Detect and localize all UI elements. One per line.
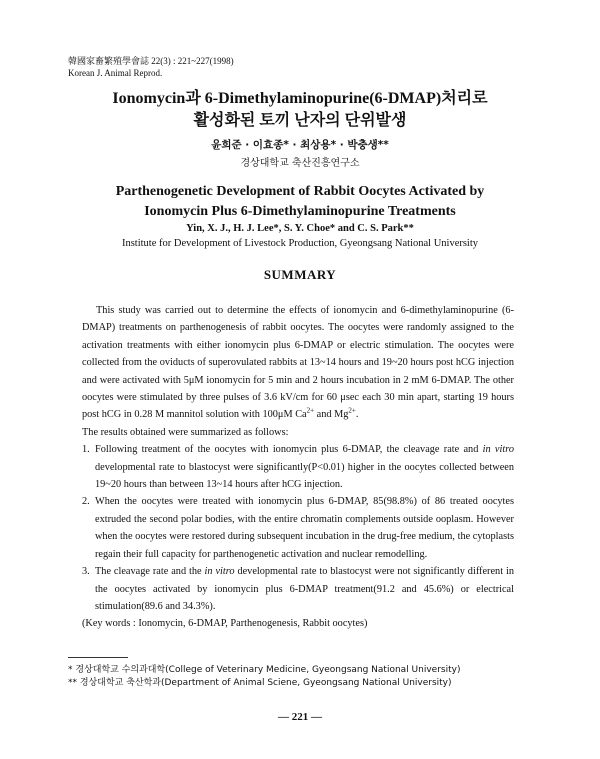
page-number: — 221 — bbox=[278, 711, 322, 723]
korean-institution: 경상대학교 축산진흥연구소 bbox=[240, 158, 360, 169]
result-number-3: 3. bbox=[82, 566, 90, 578]
results-list bbox=[82, 441, 514, 615]
result-1-italic: in vitro bbox=[482, 444, 514, 456]
result-1-text-a: Following treatment of the oocytes with ionomycin plus 6-DMAP, the cleavage rate and bbox=[95, 444, 483, 456]
result-item-3 bbox=[82, 563, 514, 615]
result-number-2: 2. bbox=[82, 496, 90, 508]
english-title-line-1: Parthenogenetic Development of Rabbit Oocytes Activated by bbox=[115, 184, 485, 199]
journal-english-name: Korean J. Animal Reprod. bbox=[68, 68, 163, 78]
english-authors: Yin, X. J., H. J. Lee*, S. Y. Choe* and C. S. Park** bbox=[186, 223, 414, 234]
result-item-2 bbox=[82, 493, 514, 563]
korean-title-line-1: Ionomycin과 6-Dimethylaminopurine(6-DMAP)처리로 bbox=[112, 90, 488, 107]
english-title-line-2: Ionomycin Plus 6-Dimethylaminopurine Treatments bbox=[144, 204, 456, 219]
korean-title bbox=[60, 88, 540, 132]
magnesium-charge: 2+ bbox=[348, 407, 356, 416]
result-3-text-a: The cleavage rate and the bbox=[95, 566, 205, 578]
footnotes bbox=[68, 664, 460, 690]
result-number-1: 1. bbox=[82, 444, 90, 456]
footnote-divider bbox=[68, 657, 128, 658]
journal-korean-citation: 韓國家畜繁殖學會誌 22(3) : 221~227(1998) bbox=[68, 56, 234, 66]
keywords: (Key words : Ionomycin, 6-DMAP, Parthenogenesis, Rabbit oocytes) bbox=[82, 618, 368, 630]
english-title bbox=[40, 182, 560, 222]
summary-body bbox=[82, 302, 514, 633]
summary-heading: SUMMARY bbox=[263, 267, 337, 282]
korean-authors: 윤희준 · 이효종* · 최상용* · 박충생** bbox=[211, 139, 389, 151]
result-item-1 bbox=[82, 441, 514, 493]
result-1-text-b: developmental rate to blastocyst were significantly(P<0.01) higher in the oocytes collected between 19~20 hours than between 13~14 hours after hCG injection. bbox=[95, 461, 514, 491]
summary-paragraph bbox=[82, 302, 514, 424]
paragraph-period: . bbox=[355, 409, 359, 421]
summary-paragraph-text: This study was carried out to determine the effects of ionomycin and 6-dimethylaminopurine (6-DMAP) treatments on parthenogenesis of rabbit oocytes. The oocytes were randomly assigned to the activation treatments with either ionomycin plus 6-DMAP or electric stimulation. The oocytes were collected from the oviducts of superovulated rabbits at 13~14 hours and 19~20 hours post hCG injection and were activated with 5μM ionomycin for 5 min and 2 hours incubation in 2 mM 6-DMAP. The other oocytes were stimulated by three pulses of 3.6 kV/cm for 60 μsec each 30 min apart, starting 19 hours post hCG in 0.28 M mannitol solution with 100μM Ca bbox=[82, 305, 514, 421]
english-institution: Institute for Development of Livestock Production, Gyeongsang National University bbox=[121, 238, 479, 249]
result-2-text: When the oocytes were treated with ionomycin plus 6-DMAP, 85(98.8%) of 86 treated oocytes extruded the second polar bodies, with the entire chromatin complements outside ooplasm. However when the oocytes were restored during subsequent incubation in the drug-free medium, the cytoplasts regain their full capacity for parthenogenetic activation and nuclear remodelling. bbox=[95, 496, 514, 560]
result-3-italic: in vitro bbox=[204, 566, 235, 578]
journal-citation bbox=[68, 55, 234, 79]
result-3-text-b: developmental rate to blastocyst were not significantly different in the oocytes activated by ionomycin plus 6-DMAP treatment(91.2 and 45.6%) or electrical stimulation(89.6 and 34.3%). bbox=[95, 566, 515, 612]
calcium-charge: 2+ bbox=[306, 407, 315, 416]
footnote-1: * 경상대학교 수의과대학(College of Veterinary Medicine, Gyeongsang National University) bbox=[68, 665, 461, 675]
and-magnesium-text: and Mg bbox=[314, 409, 349, 421]
footnote-2: ** 경상대학교 축산학과(Department of Animal Sciene, Gyeongsang National University) bbox=[68, 678, 452, 688]
results-intro: The results obtained were summarized as follows: bbox=[82, 426, 289, 438]
korean-title-line-2: 활성화된 토끼 난자의 단위발생 bbox=[193, 112, 407, 129]
